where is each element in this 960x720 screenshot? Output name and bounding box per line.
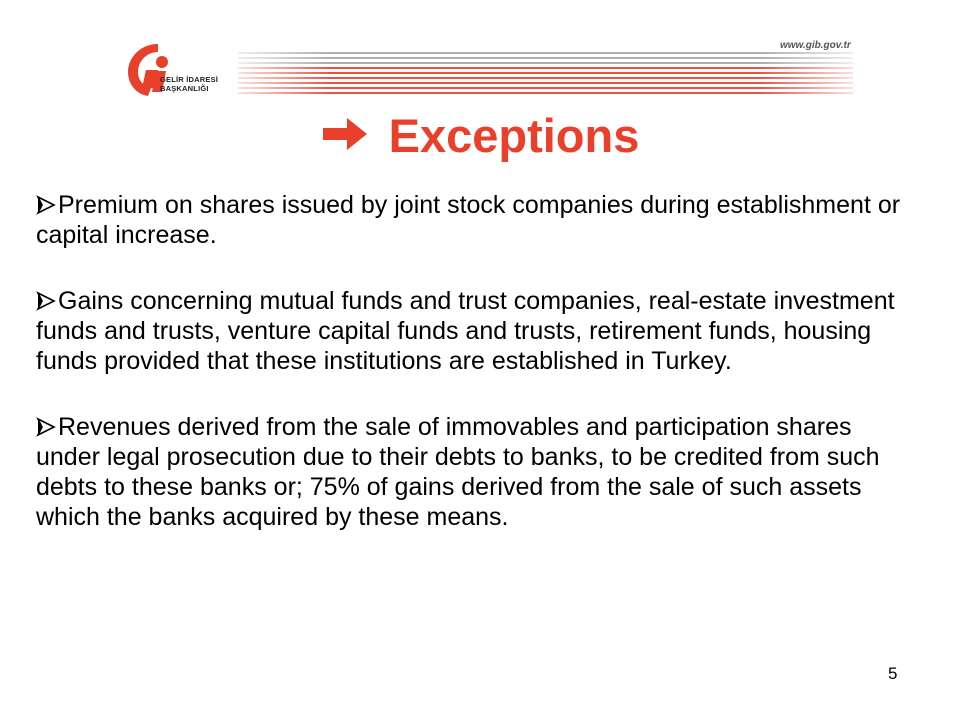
list-item: [36, 190, 916, 250]
list-item: [36, 286, 916, 376]
list-item: [36, 412, 916, 532]
bullet-text: Premium on shares issued by joint stock companies during establishment or capital increase.: [36, 191, 901, 249]
logo-wordmark: GELİR İDARESİ BAŞKANLIĞI: [160, 75, 219, 93]
slide-title: [0, 108, 960, 163]
page-number: 5: [888, 664, 898, 683]
arrowhead-bullet-icon: [36, 192, 58, 212]
website-url: www.gib.gov.tr: [780, 40, 851, 51]
header-stripes: [238, 52, 853, 96]
arrowhead-bullet-icon: [36, 414, 58, 434]
bullet-text: Revenues derived from the sale of immovables and participation shares under legal prosecution due to their debts to banks, to be credited from such debts to these banks or; 75% of gains derived from the sale of such assets which the banks acquired by these means.: [36, 413, 880, 531]
bullet-text: Gains concerning mutual funds and trust companies, real-estate investment funds and trusts, venture capital funds and trusts, retirement funds, housing funds provided that these institutions are established in Turkey.: [36, 287, 895, 375]
title-text: Exceptions: [388, 109, 640, 162]
bullet-list: [36, 190, 916, 568]
right-arrow-icon: [321, 108, 369, 163]
arrowhead-bullet-icon: [36, 288, 58, 308]
slide-header: [0, 0, 960, 105]
